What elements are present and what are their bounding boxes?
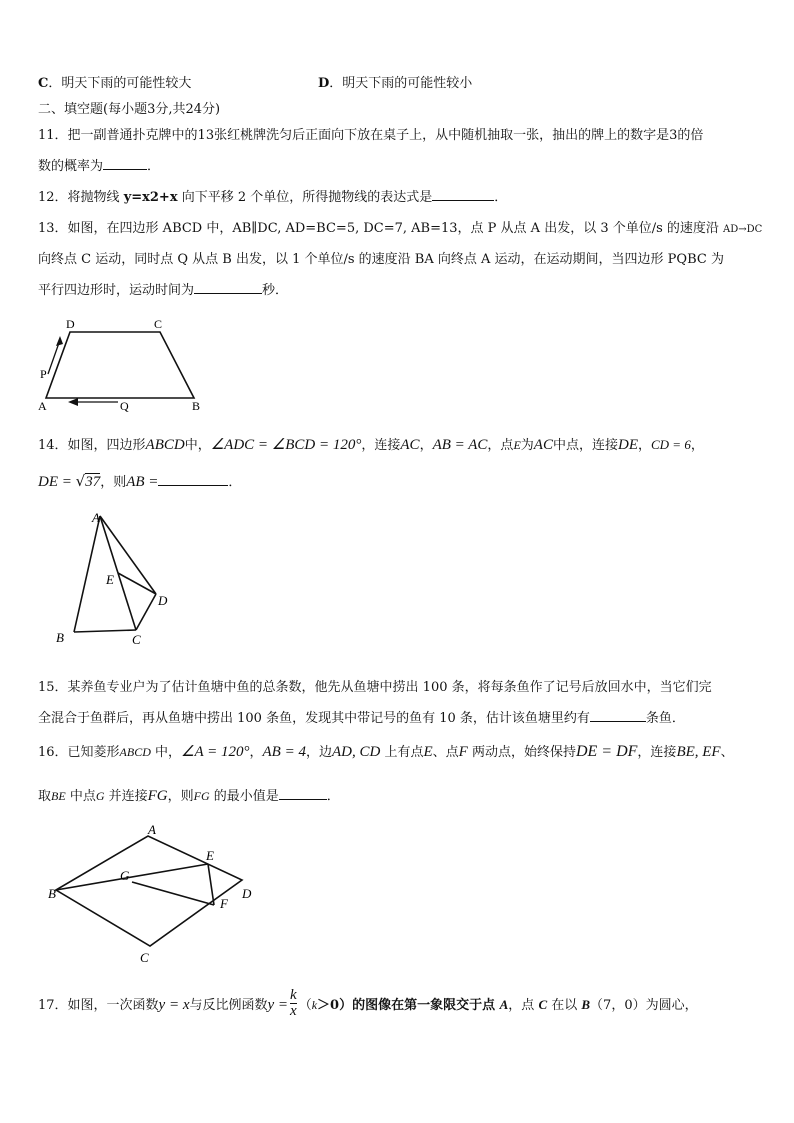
q16-label-d: D <box>242 886 252 901</box>
q16-label-b: B <box>48 886 56 901</box>
q14-abcd: ABCD <box>145 437 185 453</box>
q14-e: E <box>513 438 521 452</box>
q16-f: F <box>458 744 468 760</box>
option-c-text: ．明天下雨的可能性较大 <box>48 76 192 91</box>
q17-text-6: 在以 <box>547 998 582 1013</box>
q16-l2-text-3: 并连接 <box>104 789 148 804</box>
q14-label-e: E <box>106 572 114 587</box>
q16-adcd: AD, CD <box>331 744 381 760</box>
q17-point-a: A <box>499 997 509 1012</box>
q16-rhombus-figure <box>44 822 266 966</box>
q16-label-e: E <box>206 848 214 863</box>
q16-ab: AB = 4 <box>262 744 306 760</box>
q16-text-4: ，边 <box>305 745 332 760</box>
q16-l2-text-5: 的最小值是 <box>209 789 279 804</box>
q13-label-c: C <box>154 317 163 331</box>
option-d-letter: D <box>318 76 330 91</box>
q17-fraction <box>290 988 297 1019</box>
q14-text-2: 中， <box>184 438 211 453</box>
q17-numerator: k <box>290 987 297 1003</box>
q14-line2 <box>38 471 241 491</box>
q14-sqrt-val: 37 <box>85 474 101 490</box>
q13-line1 <box>38 217 762 236</box>
q14-label-c: C <box>132 632 141 647</box>
q15-answer-blank[interactable] <box>590 709 646 722</box>
q14-de: DE <box>617 437 638 453</box>
q16-text-6: 、点 <box>432 745 459 760</box>
q14-cd: CD = 6 <box>651 437 691 452</box>
q16-fg: FG <box>147 788 168 804</box>
q16-label-g: G <box>120 868 130 883</box>
q17-point-b: B <box>581 997 591 1012</box>
q14-label-b: B <box>56 630 64 645</box>
q14-label-d: D <box>158 593 168 608</box>
q16-seg-ef <box>208 864 214 905</box>
q17-text-2: 与反比例函数 <box>189 998 268 1013</box>
option-row-d <box>318 72 472 91</box>
q13-q-arrowhead <box>68 398 78 406</box>
q12-line <box>38 186 507 205</box>
q13-line3-pre: 平行四边形时，运动时间为 <box>38 283 195 298</box>
q17-text-1: 17．如图，一次函数 <box>38 998 159 1013</box>
q17-text-7: （7，0）为圆心， <box>590 998 698 1013</box>
q16-g: G <box>95 789 105 803</box>
q14-text-5: ，点 <box>487 438 514 453</box>
q16-seg-gf <box>132 882 214 905</box>
q15-line2-post: 条鱼． <box>645 711 685 726</box>
q14-angle: ∠ADC = ∠BCD = 120° <box>210 437 362 453</box>
q14-text-7: 中点，连接 <box>552 438 618 453</box>
q12-post: ． <box>494 190 508 205</box>
q13-line3-post: 秒． <box>262 283 289 298</box>
q17-k: k <box>311 998 318 1012</box>
q16-line2 <box>38 785 340 805</box>
q13-line1-pre: 13．如图，在四边形 ABCD 中，AB∥DC, AD=BC=5, DC=7, AB=13，点 P 从点 A 出发，以 3 个单位/s 的速度沿 <box>38 221 724 236</box>
q17-text-3: （ <box>298 998 312 1013</box>
q16-label-c: C <box>140 950 149 965</box>
q16-text-1: 16．已知菱形 <box>38 745 120 760</box>
q12-pre: 12．将抛物线 <box>38 190 124 205</box>
q13-label-q: Q <box>120 399 129 413</box>
q14-seg-dc <box>136 594 156 630</box>
q15-line1: 15．某养鱼专业户为了估计鱼塘中鱼的总条数，他先从鱼塘中捞出 100 条，将每条鱼作了记号后放回水中，当它们完 <box>38 680 712 695</box>
q14-label-a: A <box>92 510 100 525</box>
q16-l2-text-2: 中点 <box>65 789 96 804</box>
q14-text-11: ． <box>228 475 242 490</box>
q13-trapezoid-figure <box>36 314 216 414</box>
q14-text-4: ， <box>419 438 433 453</box>
q16-l2-text-1: 取 <box>38 789 52 804</box>
q14-text-10: ，则 <box>100 475 127 490</box>
option-row <box>38 72 191 91</box>
q16-be: BE <box>51 789 66 803</box>
q13-line3 <box>38 279 288 298</box>
q15-line2-pre: 全混合于鱼群后，再从鱼塘中捞出 100 条鱼，发现其中带记号的鱼有 10 条，估计该鱼塘里约有 <box>38 711 590 726</box>
q11-line2-post: ． <box>147 159 161 174</box>
q16-answer-blank[interactable] <box>279 787 327 800</box>
q14-text-1: 14．如图，四边形 <box>38 438 146 453</box>
q16-text-5: 上有点 <box>380 745 424 760</box>
q17-inverse-lhs: y = <box>267 997 289 1013</box>
q14-ab: AB = <box>126 474 159 490</box>
q17-denominator: x <box>290 1003 297 1019</box>
q16-text-3: ， <box>249 745 263 760</box>
q16-text-2: 中， <box>150 745 182 760</box>
q13-answer-blank[interactable] <box>194 281 262 294</box>
q14-quadrilateral-figure <box>52 506 182 648</box>
q16-def: DE = DF <box>575 743 638 760</box>
q14-line1 <box>38 434 704 454</box>
q13-label-d: D <box>66 317 75 331</box>
q17-text-4: ＞0）的图像在第一象限交于点 <box>317 998 500 1013</box>
q17-line <box>38 987 698 1021</box>
q16-abcd: ABCD <box>119 745 151 759</box>
q16-line1 <box>38 741 734 761</box>
q14-text-9: ， <box>690 438 704 453</box>
q11-line1: 11．把一副普通扑克牌中的13张红桃牌洗匀后正面向下放在桌子上，从中随机抽取一张，抽出的牌上的数字是3的倍 <box>38 128 704 143</box>
q16-label-a: A <box>148 822 156 837</box>
q16-fg2: FG <box>193 789 210 803</box>
q14-answer-blank[interactable] <box>158 473 228 486</box>
q14-seg-ab <box>74 516 100 632</box>
section-heading: 二、填空题(每小题3分,共24分) <box>38 102 221 117</box>
q13-p-arrowhead <box>56 336 63 346</box>
q14-text-8: ， <box>637 438 651 453</box>
q16-text-9: 、 <box>720 745 734 760</box>
q16-l2-text-6: ． <box>326 789 340 804</box>
q14-text-6: 为 <box>520 438 534 453</box>
q16-angle: ∠A = 120° <box>181 744 250 760</box>
q17-point-c: C <box>538 997 548 1012</box>
q14-de-val: DE = <box>38 474 76 490</box>
q14-seg-bc <box>74 630 136 632</box>
q13-path-small: AD→DC <box>723 224 763 235</box>
q16-l2-text-4: ，则 <box>167 789 194 804</box>
q12-expr: y=x2+x <box>123 190 178 205</box>
q11-line2 <box>38 155 160 174</box>
option-c-letter: C <box>38 76 49 91</box>
q17-linear-fn: y = x <box>158 997 190 1013</box>
q16-label-f: F <box>220 896 228 911</box>
q16-e: E <box>423 744 433 760</box>
q16-rhombus <box>56 836 242 946</box>
q17-text-5: ，点 <box>508 998 539 1013</box>
sqrt-symbol: √ <box>75 472 86 490</box>
q14-ac: AC <box>400 437 420 453</box>
q11-line2-pre: 数的概率为 <box>38 159 104 174</box>
q12-mid: 向下平移 2 个单位，所得抛物线的表达式是 <box>177 190 433 205</box>
q13-label-a: A <box>38 399 47 413</box>
q12-answer-blank[interactable] <box>432 188 494 201</box>
q16-text-7: 两动点，始终保持 <box>467 745 576 760</box>
q16-text-8: ，连接 <box>637 745 677 760</box>
q14-ac2: AC <box>533 437 553 453</box>
q16-befe: BE, EF <box>676 744 721 760</box>
q13-line2: 向终点 C 运动，同时点 Q 从点 B 出发，以 1 个单位/s 的速度沿 BA 向终点 A 运动，在运动期间，当四边形 PQBC 为 <box>38 252 724 267</box>
option-d-text: ．明天下雨的可能性较小 <box>329 76 473 91</box>
q15-line2 <box>38 707 685 726</box>
q13-trapezoid <box>46 332 194 398</box>
q13-label-b: B <box>192 399 201 413</box>
q14-ab-eq: AB = AC <box>432 437 488 453</box>
q14-text-3: ，连接 <box>361 438 401 453</box>
q13-label-p: P <box>40 367 47 381</box>
q11-answer-blank[interactable] <box>103 157 147 170</box>
